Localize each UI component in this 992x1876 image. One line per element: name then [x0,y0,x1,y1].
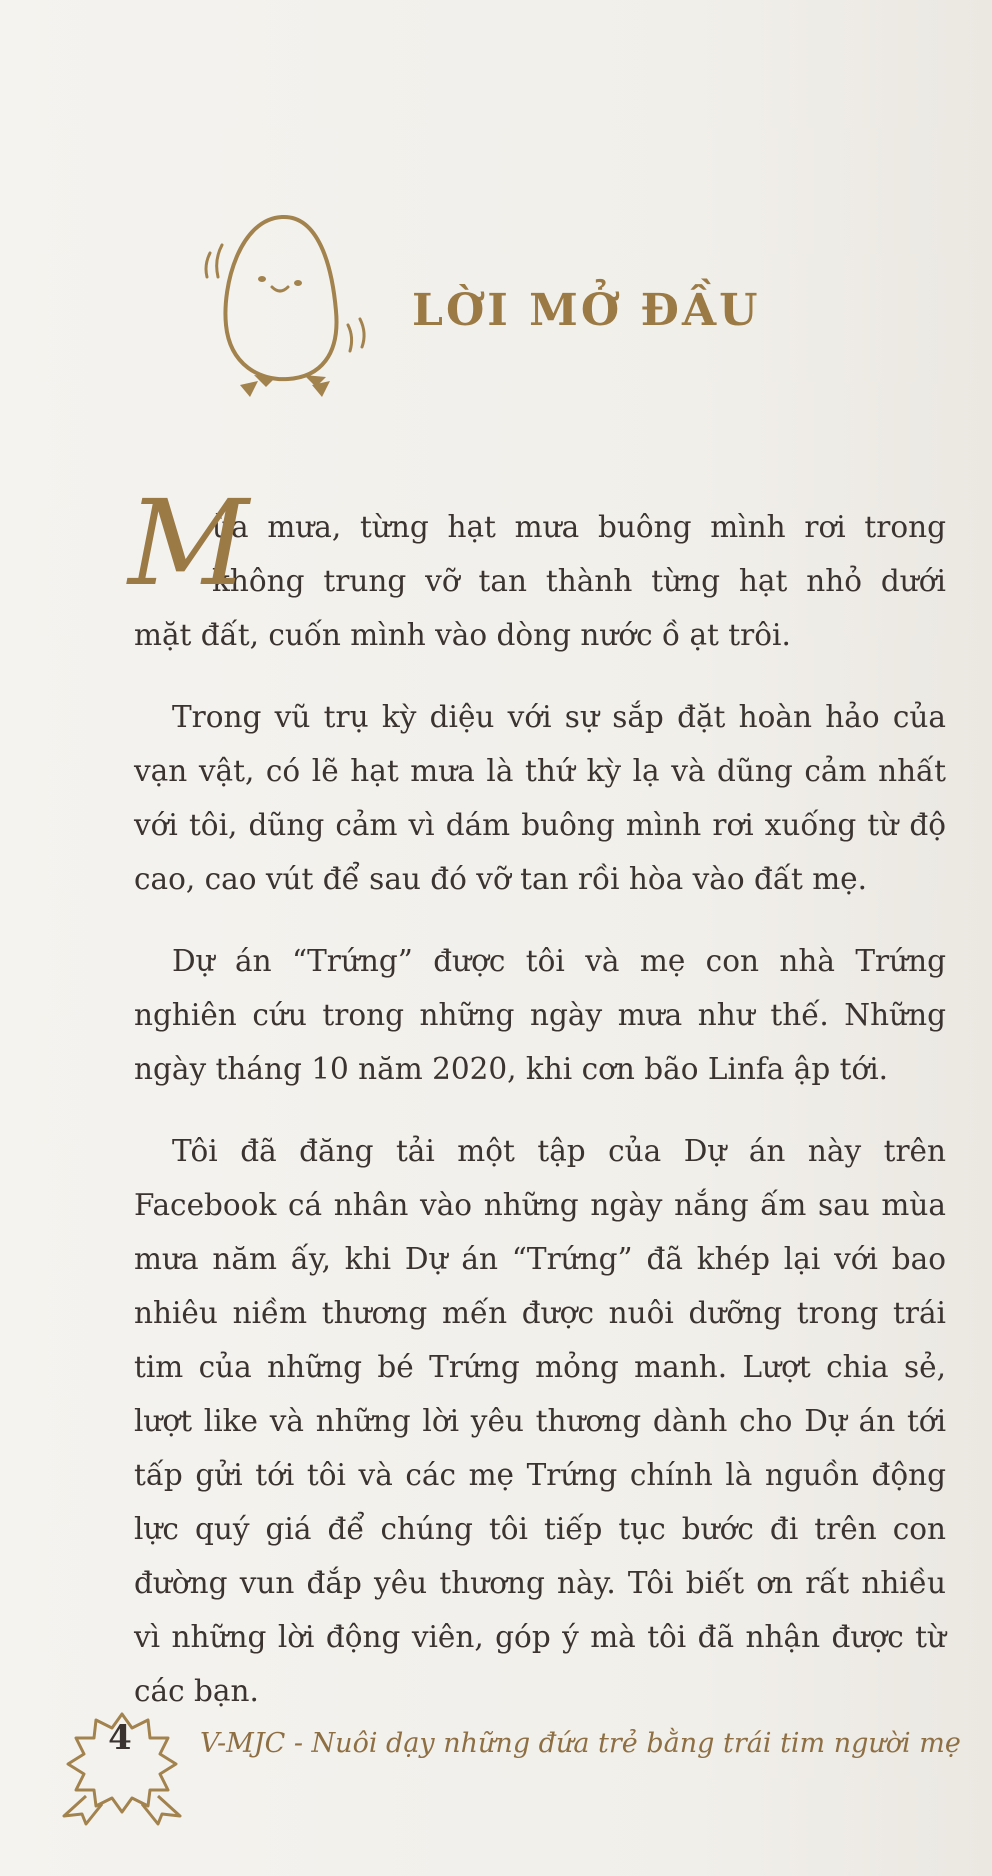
paragraph: Trong vũ trụ kỳ diệu với sự sắp đặt hoàn hảo của vạn vật, có lẽ hạt mưa là thứ kỳ lạ và dũng cảm nhất với tôi, dũng cảm vì dám buông mình rơi xuống từ độ cao, cao vút để sau đó vỡ tan rồi hòa vào đất mẹ. [134,700,946,896]
paragraph: Dự án “Trứng” được tôi và mẹ con nhà Trứng nghiên cứu trong những ngày mưa như thế. Những ngày tháng 10 năm 2020, khi cơn bão Linfa ập tới. [134,944,946,1086]
running-title: V-MJC - Nuôi dạy những đứa trẻ bằng trái tim người mẹ [200,1728,961,1759]
opening-line-rest: mặt đất, cuốn mình vào dòng nước ồ ạt trôi. [134,618,791,652]
opening-line-2: không trung vỡ tan thành từng hạt nhỏ dưới [212,564,946,598]
opening-line-1: ùa mưa, từng hạt mưa buông mình rơi trong [212,510,946,544]
body-text [128,474,946,1746]
page-title: LỜI MỞ ĐẦU [412,285,761,336]
paragraph: Tôi đã đăng tải một tập của Dự án này trên Facebook cá nhân vào những ngày nắng ấm sau mùa mưa năm ấy, khi Dự án “Trứng” đã khép lại với bao nhiêu niềm thương mến được nuôi dưỡng trong trái tim của những bé Trứng mỏng manh. Lượt chia sẻ, lượt like và những lời yêu thương dành cho Dự án tới tấp gửi tới tôi và các mẹ Trứng chính là nguồn động lực quý giá để chúng tôi tiếp tục bước đi trên con đường vun đắp yêu thương này. Tôi biết ơn rất nhiều vì những lời động viên, góp ý mà tôi đã nhận được từ các bạn. [134,1134,946,1708]
svg-text:M: M [128,474,249,612]
page-number: 4 [108,1718,132,1758]
dropcap-letter-m [124,474,249,612]
opening-paragraph [128,474,946,662]
egg-mascot-icon [200,205,380,405]
